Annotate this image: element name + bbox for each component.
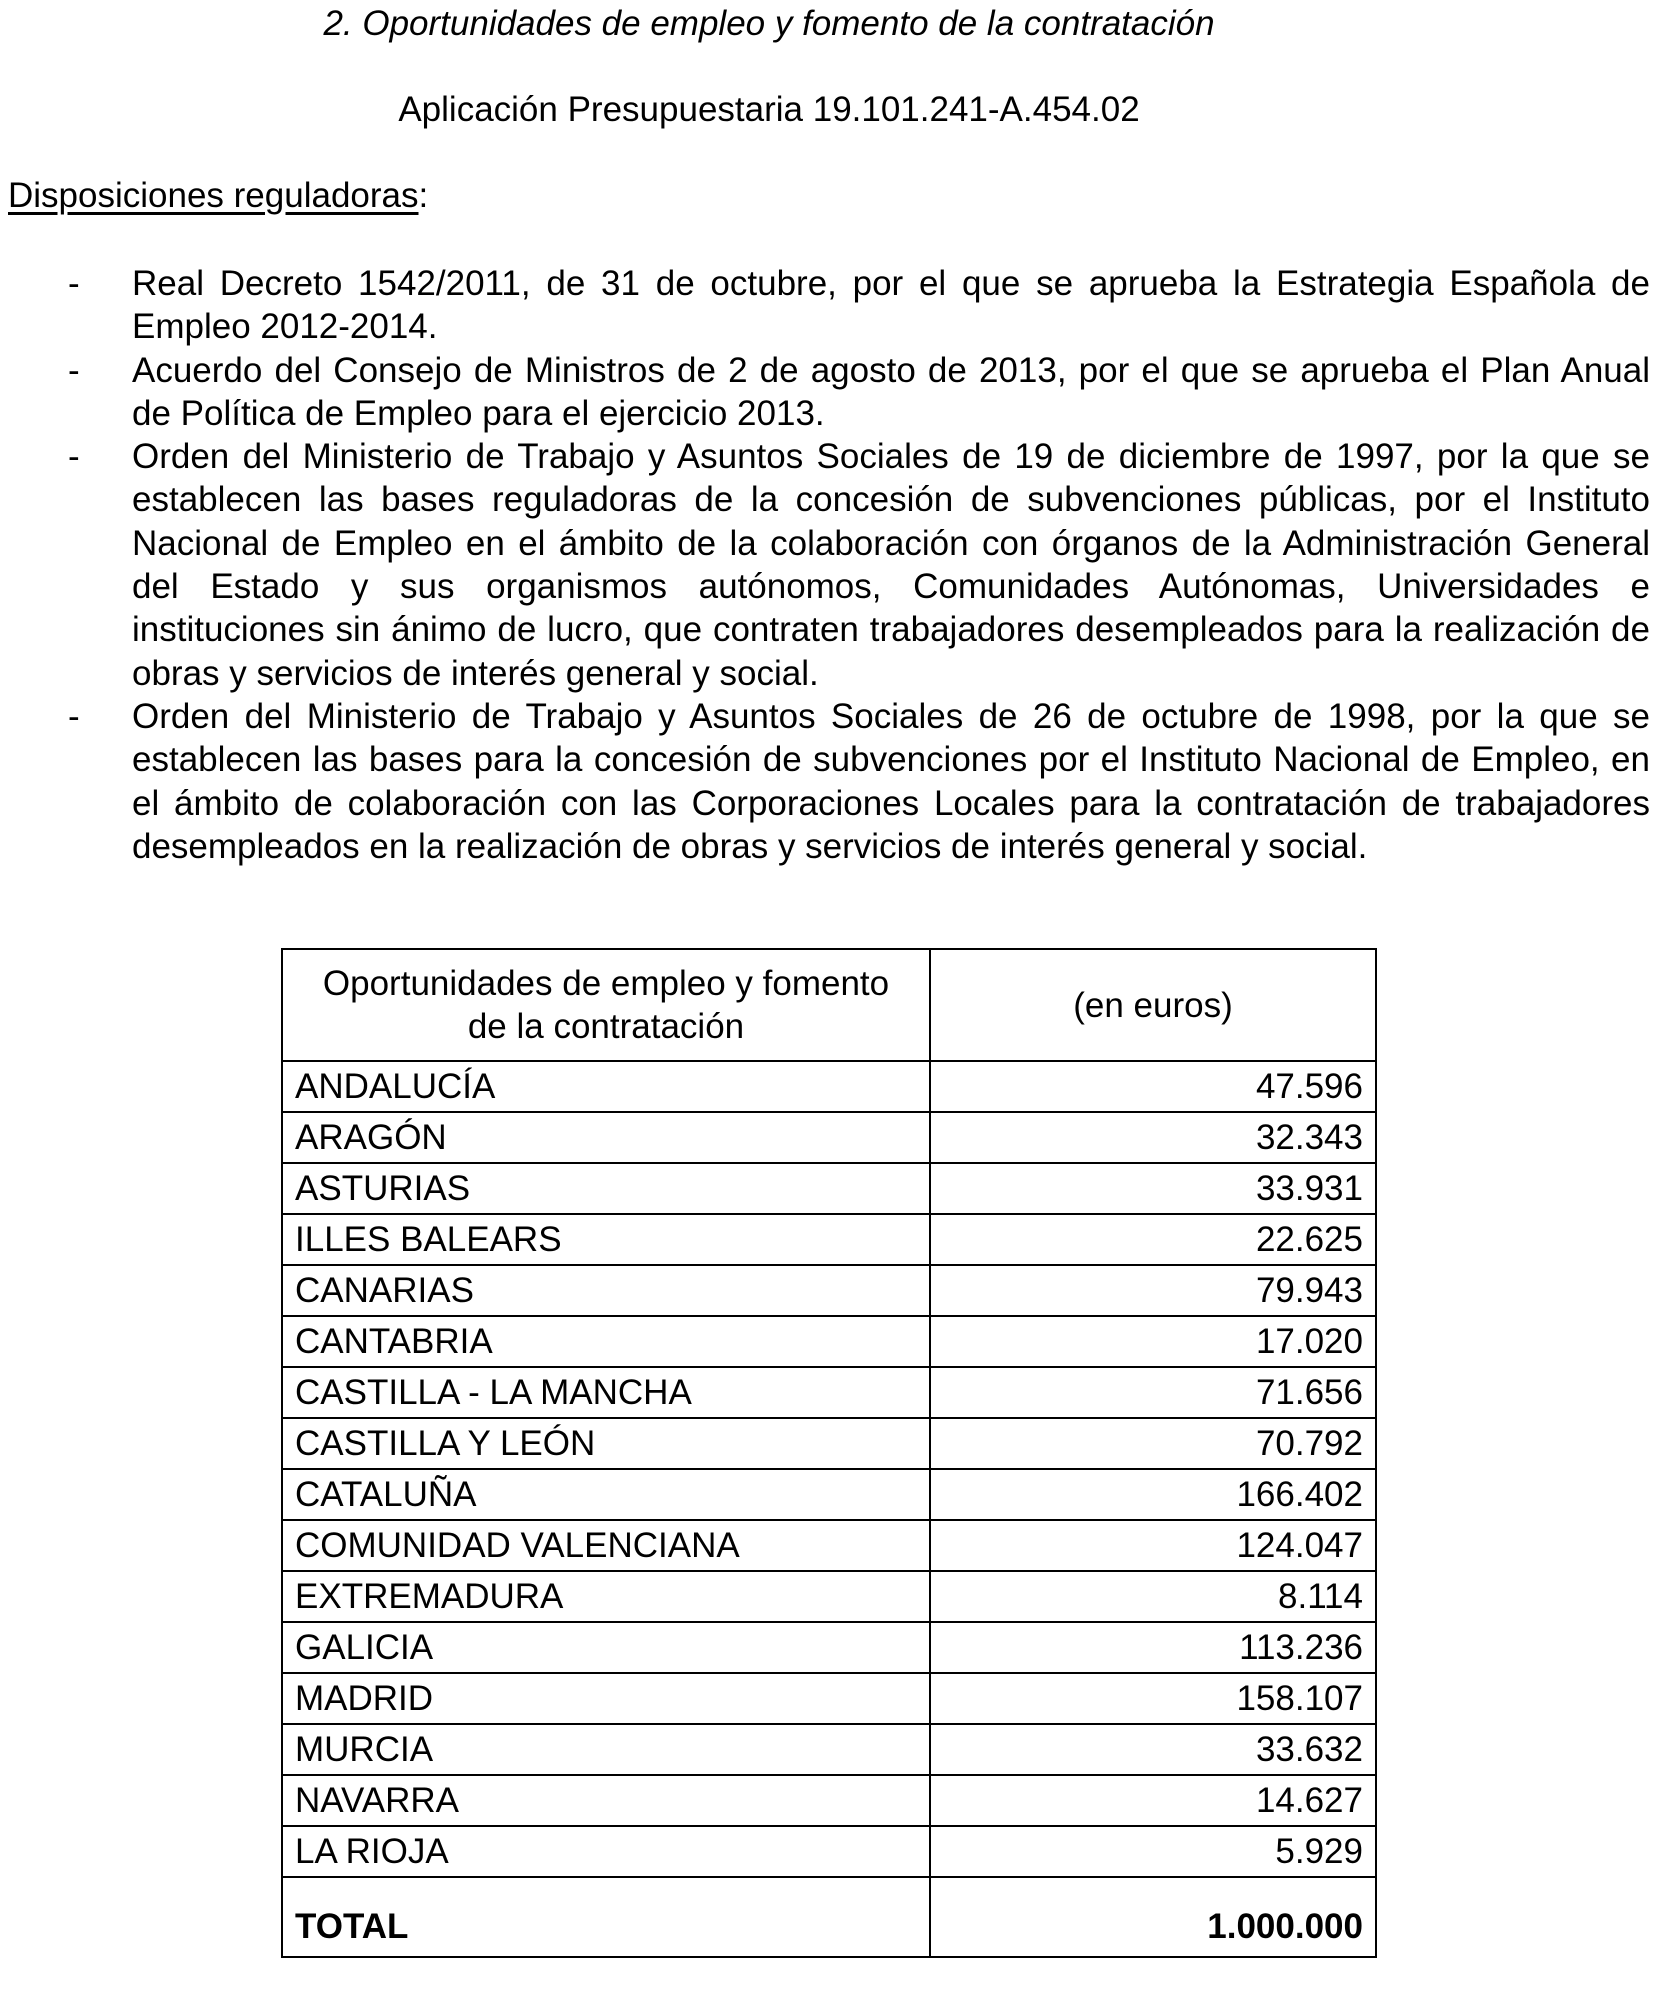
table-row [282, 1112, 1376, 1163]
amount-cell: 113.236 [930, 1622, 1376, 1673]
amount-cell: 5.929 [930, 1826, 1376, 1877]
list-dash: - [68, 696, 80, 736]
region-cell: CATALUÑA [282, 1469, 930, 1520]
region-cell: MADRID [282, 1673, 930, 1724]
regulation-text: Orden del Ministerio de Trabajo y Asuntos Sociales de 26 de octubre de 1998, por la que se establecen las bases para la concesión de subvenciones por el Instituto Nacional de Empleo, en el ámbito de colaboración con las Corporaciones Locales para la contratación de trabajadores desempleados en la realización de obras y servicios de interés general y social. [132, 696, 1650, 866]
table-row [282, 1571, 1376, 1622]
list-dash: - [68, 264, 80, 303]
table-header-program [282, 949, 930, 1061]
region-cell: GALICIA [282, 1622, 930, 1673]
regulation-item [60, 349, 1650, 436]
table-row [282, 1622, 1376, 1673]
table-row [282, 1469, 1376, 1520]
region-cell: EXTREMADURA [282, 1571, 930, 1622]
budget-line: Aplicación Presupuestaria 19.101.241-A.454.02 [398, 90, 1140, 129]
region-cell: ILLES BALEARS [282, 1214, 930, 1265]
amount-cell: 32.343 [930, 1112, 1376, 1163]
amount-cell: 17.020 [930, 1316, 1376, 1367]
funds-table [281, 948, 1377, 1958]
table-row [282, 1775, 1376, 1826]
table-row [282, 1265, 1376, 1316]
region-cell: COMUNIDAD VALENCIANA [282, 1520, 930, 1571]
list-dash: - [68, 350, 80, 390]
amount-cell: 33.632 [930, 1724, 1376, 1775]
amount-cell: 70.792 [930, 1418, 1376, 1469]
table-row [282, 1673, 1376, 1724]
table-row [282, 1316, 1376, 1367]
amount-cell: 22.625 [930, 1214, 1376, 1265]
regulations-label: Disposiciones reguladoras [8, 176, 419, 215]
table-row [282, 1418, 1376, 1469]
region-cell: CANTABRIA [282, 1316, 930, 1367]
regulations-label-colon: : [418, 176, 429, 215]
amount-cell: 8.114 [930, 1571, 1376, 1622]
table-header-program-line2: de la contratación [467, 1007, 745, 1046]
table-row [282, 1724, 1376, 1775]
amount-cell: 158.107 [930, 1673, 1376, 1724]
table-header-program-line1: Oportunidades de empleo y fomento [322, 964, 890, 1003]
table-row [282, 1214, 1376, 1265]
regulations-list [60, 262, 1650, 868]
region-cell: CASTILLA - LA MANCHA [282, 1367, 930, 1418]
table-header-row [282, 949, 1376, 1061]
table-row [282, 1826, 1376, 1877]
amount-cell: 14.627 [930, 1775, 1376, 1826]
amount-cell: 166.402 [930, 1469, 1376, 1520]
amount-cell: 47.596 [930, 1061, 1376, 1112]
region-cell: CANARIAS [282, 1265, 930, 1316]
region-cell: NAVARRA [282, 1775, 930, 1826]
table-total-row [282, 1877, 1376, 1957]
region-cell: ASTURIAS [282, 1163, 930, 1214]
region-cell: ANDALUCÍA [282, 1061, 930, 1112]
region-cell: ARAGÓN [282, 1112, 930, 1163]
table-row [282, 1163, 1376, 1214]
regulation-item [60, 695, 1650, 868]
total-label: TOTAL [282, 1877, 930, 1957]
regulations-heading [8, 176, 428, 216]
table-row [282, 1061, 1376, 1112]
list-dash: - [68, 437, 80, 477]
table-row [282, 1520, 1376, 1571]
region-cell: CASTILLA Y LEÓN [282, 1418, 930, 1469]
section-title: 2. Oportunidades de empleo y fomento de la contratación [323, 4, 1215, 43]
table-header-amount: (en euros) [930, 949, 1376, 1061]
regulation-text: Acuerdo del Consejo de Ministros de 2 de agosto de 2013, por el que se aprueba el Plan Anual de Política de Empleo para el ejercicio 2013. [132, 350, 1650, 433]
total-amount: 1.000.000 [930, 1877, 1376, 1957]
region-cell: LA RIOJA [282, 1826, 930, 1877]
table-row [282, 1367, 1376, 1418]
amount-cell: 79.943 [930, 1265, 1376, 1316]
regulation-text: Real Decreto 1542/2011, de 31 de octubre, por el que se aprueba la Estrategia Española de Empleo 2012-2014. [132, 264, 1650, 347]
region-cell: MURCIA [282, 1724, 930, 1775]
regulation-item [60, 435, 1650, 695]
amount-cell: 71.656 [930, 1367, 1376, 1418]
amount-cell: 124.047 [930, 1520, 1376, 1571]
amount-cell: 33.931 [930, 1163, 1376, 1214]
regulation-item [60, 262, 1650, 349]
regulation-text: Orden del Ministerio de Trabajo y Asuntos Sociales de 19 de diciembre de 1997, por la que se establecen las bases reguladoras de la concesión de subvenciones públicas, por el Instituto Nacional de Empleo en el ámbito de la colaboración con órganos de la Administración General del Estado y sus organismos autónomos, Comunidades Autónomas, Universidades e instituciones sin ánimo de lucro, que contraten trabajadores desempleados para la realización de obras y servicios de interés general y social. [132, 437, 1650, 693]
